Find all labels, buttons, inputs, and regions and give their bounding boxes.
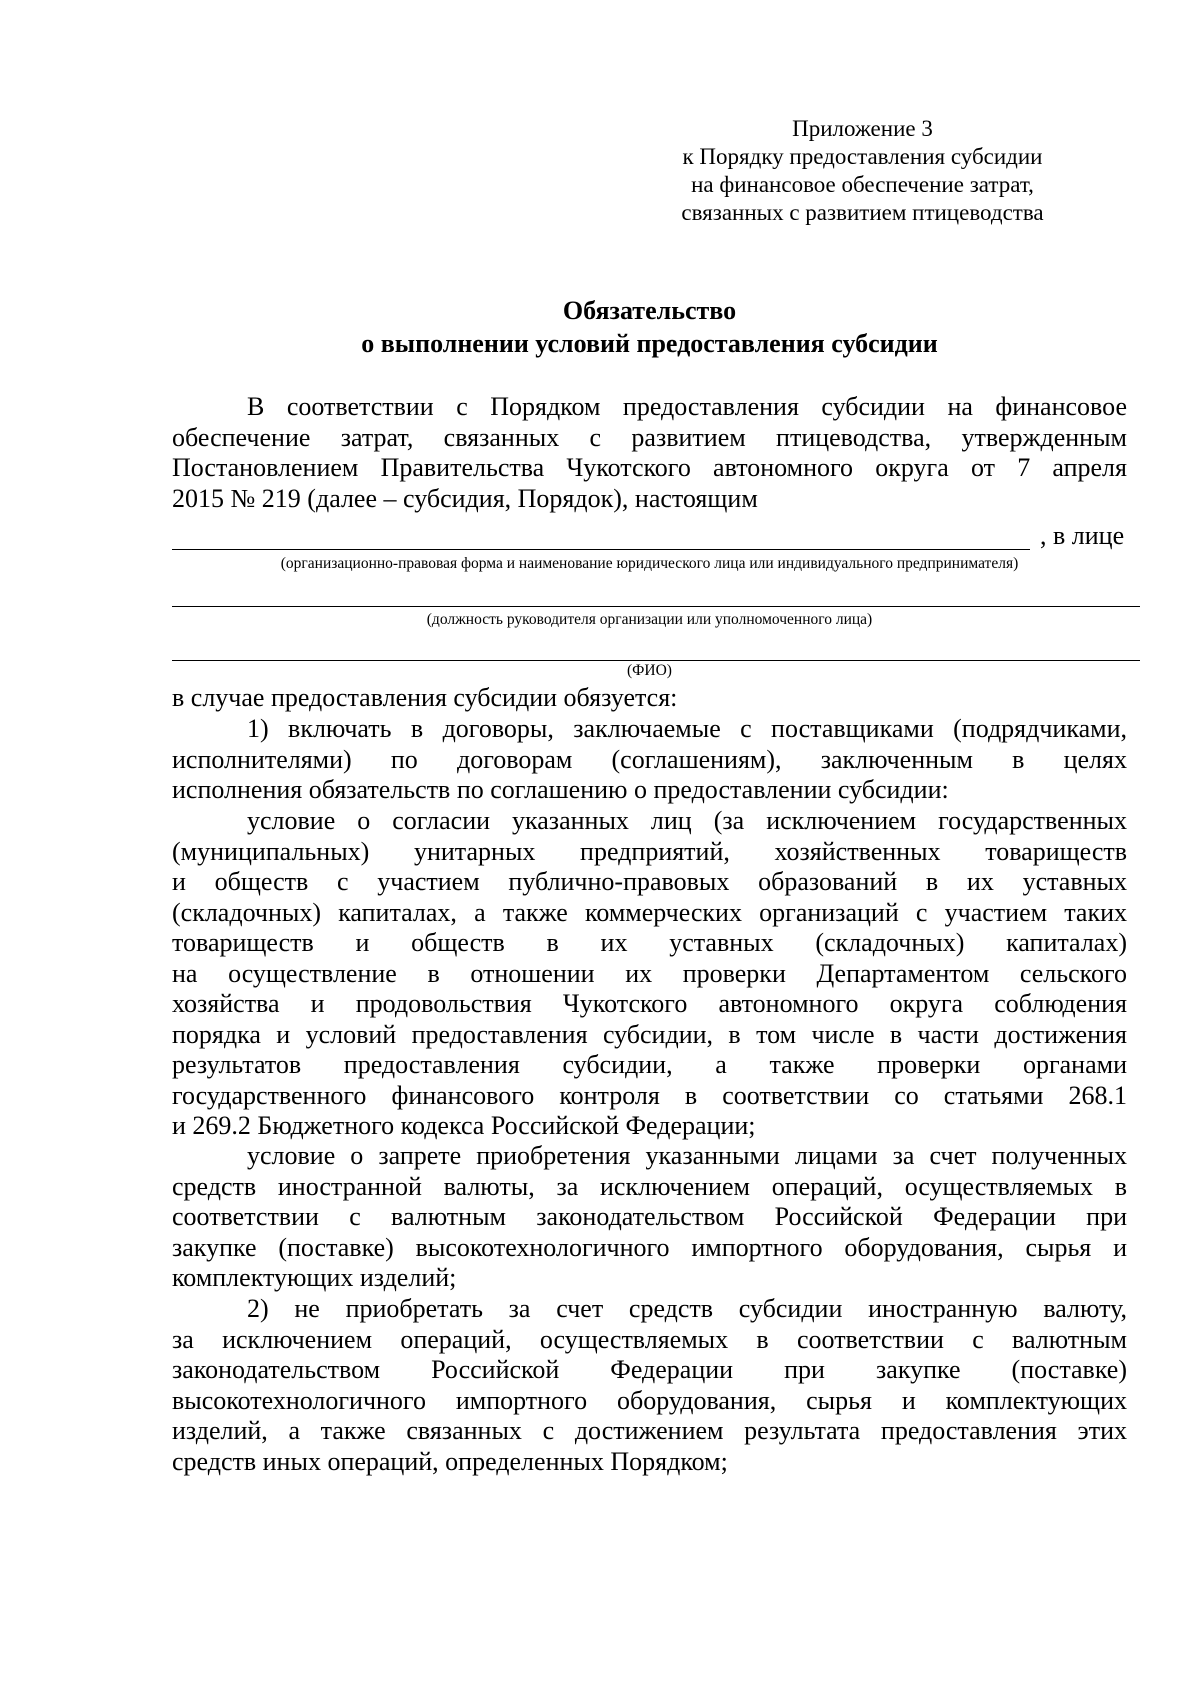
text-line: 2015 № 219 (далее – субсидия, Порядок), настоящим — [172, 483, 758, 513]
text-line: и 269.2 Бюджетного кодекса Российской Федерации; — [172, 1111, 756, 1140]
text-line: исполнения обязательств по соглашению о предоставлении субсидии: — [172, 775, 949, 804]
text-line: средств иных операций, определенных Порядком; — [172, 1446, 728, 1476]
text-line: обеспечение затрат, связанных с развитием птицеводства, утвержденным — [172, 422, 1127, 452]
appendix-header — [640, 115, 1085, 227]
text-line: законодательством Российской Федерации при закупке (поставке) — [172, 1355, 1127, 1384]
text-line: 1) включать в договоры, заключаемые с поставщиками (подрядчиками, — [247, 714, 1127, 743]
text-line: в случае предоставления субсидии обязуется: — [172, 683, 678, 712]
text-line: государственного финансового контроля в соответствии со статьями 268.1 — [172, 1080, 1127, 1110]
fio-field[interactable] — [172, 660, 1140, 661]
text-line: Постановлением Правительства Чукотского автономного округа от 7 апреля — [172, 453, 1127, 482]
item-1-paragraph — [172, 714, 1127, 806]
organization-caption: (организационно-правовая форма и наименование юридического лица или индивидуального предпринимателя) — [280, 555, 1019, 572]
text-line: соответствии с валютным законодательством Российской Федерации при — [172, 1202, 1127, 1231]
consent-condition-paragraph — [172, 806, 1127, 1142]
document-title — [172, 294, 1127, 360]
text-line: и обществ с участием публично-правовых образований в их уставных — [172, 867, 1127, 896]
text-line: комплектующих изделий; — [172, 1263, 457, 1292]
text-line: (складочных) капиталах, а также коммерческих организаций с участием таких — [172, 897, 1127, 927]
text-line: товариществ и обществ в их уставных (складочных) капиталах) — [172, 928, 1127, 957]
text-line: исполнителями) по договорам (соглашениям), заключенным в целях — [172, 744, 1127, 774]
appendix-line: к Порядку предоставления субсидии — [682, 144, 1043, 169]
appendix-line: связанных с развитием птицеводства — [681, 200, 1044, 225]
text-line: (муниципальных) унитарных предприятий, хозяйственных товариществ — [172, 836, 1127, 866]
item-2-paragraph — [172, 1294, 1127, 1477]
text-line: В соответствии с Порядком предоставления субсидии на финансовое — [247, 392, 1127, 421]
text-line: закупке (поставке) высокотехнологичного импортного оборудования, сырья и — [172, 1232, 1127, 1262]
position-caption: (должность руководителя организации или уполномоченного лица) — [426, 611, 873, 628]
appendix-line: Приложение 3 — [792, 116, 933, 141]
appendix-line: на финансовое обеспечение затрат, — [691, 172, 1034, 197]
currency-condition-paragraph — [172, 1141, 1127, 1294]
text-line: за исключением операций, осуществляемых в соответствии с валютным — [172, 1324, 1127, 1354]
text-line: высокотехнологичного импортного оборудования, сырья и комплектующих — [172, 1385, 1127, 1415]
text-line: хозяйства и продовольствия Чукотского автономного округа соблюдения — [172, 989, 1127, 1018]
in-person-text: , в лице — [1040, 521, 1125, 550]
title-line: о выполнении условий предоставления субсидии — [361, 329, 938, 358]
intro-paragraph — [172, 392, 1127, 514]
text-line: условие о согласии указанных лиц (за исключением государственных — [247, 806, 1127, 835]
obligation-lead-paragraph — [172, 683, 1127, 714]
text-line: результатов предоставления субсидии, а также проверки органами — [172, 1050, 1127, 1079]
title-line: Обязательство — [562, 296, 737, 325]
position-field[interactable] — [172, 606, 1140, 607]
text-line: на осуществление в отношении их проверки Департаментом сельского — [172, 958, 1127, 988]
text-line: изделий, а также связанных с достижением результата предоставления этих — [172, 1416, 1127, 1445]
text-line: условие о запрете приобретения указанными лицами за счет полученных — [247, 1141, 1127, 1170]
fio-caption: (ФИО) — [627, 662, 672, 679]
organization-name-field[interactable] — [172, 549, 1030, 550]
text-line: средств иностранной валюты, за исключением операций, осуществляемых в — [172, 1171, 1127, 1201]
text-line: 2) не приобретать за счет средств субсидии иностранную валюту, — [247, 1294, 1127, 1323]
text-line: порядка и условий предоставления субсидии, в том числе в части достижения — [172, 1019, 1127, 1049]
